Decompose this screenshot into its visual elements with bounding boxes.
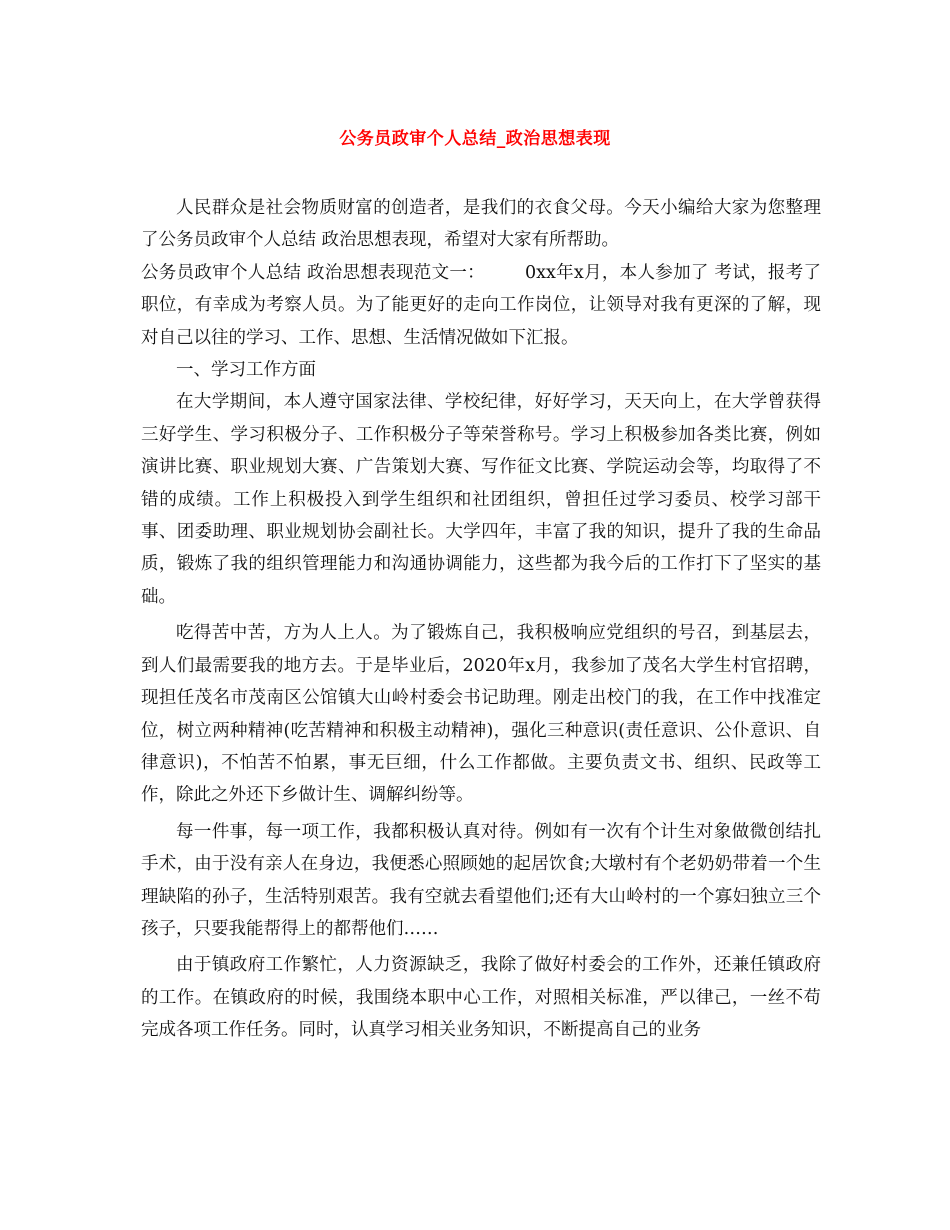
section-heading: 一、学习工作方面 <box>176 360 316 381</box>
body-paragraph-4: 由于镇政府工作繁忙，人力资源缺乏，我除了做好村委会的工作外，还兼任镇政府的工作。在镇政府的时候，我围绕本职中心工作，对照相关标准，严以律己，一丝不苟完成各项工作任务。同时，认真学习相关业务知识，不断提高自己的业务 <box>141 955 821 1041</box>
sample-heading: 公务员政审个人总结 政治思想表现范文一： <box>141 262 485 283</box>
sample-opening: 0xx年x月，本人参加了 考试，报考了职位，有幸成为考察人员。为了能更好的走向工作岗位，让领导对我有更深的了解，现对自己以往的学习、工作、思想、生活情况做如下汇报。 <box>141 262 821 348</box>
document-body <box>141 192 821 1047</box>
sample-paragraph <box>141 257 821 354</box>
body-paragraph-2: 吃得苦中苦，方为人上人。为了锻炼自己，我积极响应党组织的号召，到基层去，到人们最需要我的地方去。于是毕业后，2020年x月，我参加了茂名大学生村官招聘，现担任茂名市茂南区公馆镇大山岭村委会书记助理。刚走出校门的我，在工作中找准定位，树立两种精神(吃苦精神和积极主动精神)，强化三种意识(责任意识、公仆意识、自律意识)，不怕苦不怕累，事无巨细，什么工作都做。主要负责文书、组织、民政等工作，除此之外还下乡做计生、调解纠纷等。 <box>141 623 821 806</box>
intro-paragraph: 人民群众是社会物质财富的创造者，是我们的衣食父母。今天小编给大家为您整理了公务员政审个人总结 政治思想表现，希望对大家有所帮助。 <box>141 198 821 251</box>
body-paragraph-1: 在大学期间，本人遵守国家法律、学校纪律，好好学习，天天向上，在大学曾获得三好学生、学习积极分子、工作积极分子等荣誉称号。学习上积极参加各类比赛，例如演讲比赛、职业规划大赛、广告策划大赛、写作征文比赛、学院运动会等，均取得了不错的成绩。工作上积极投入到学生组织和社团组织，曾担任过学习委员、校学习部干事、团委助理、职业规划协会副社长。大学四年，丰富了我的知识，提升了我的生命品质，锻炼了我的组织管理能力和沟通协调能力，这些都为我今后的工作打下了坚实的基础。 <box>141 392 821 607</box>
body-paragraph-3: 每一件事，每一项工作，我都积极认真对待。例如有一次有个计生对象做微创结扎手术，由于没有亲人在身边，我便悉心照顾她的起居饮食;大墩村有个老奶奶带着一个生理缺陷的孙子，生活特别艰苦。我有空就去看望他们;还有大山岭村的一个寡妇独立三个孩子，只要我能帮得上的都帮他们…… <box>141 821 821 939</box>
document-title: 公务员政审个人总结_政治思想表现 <box>339 129 611 149</box>
